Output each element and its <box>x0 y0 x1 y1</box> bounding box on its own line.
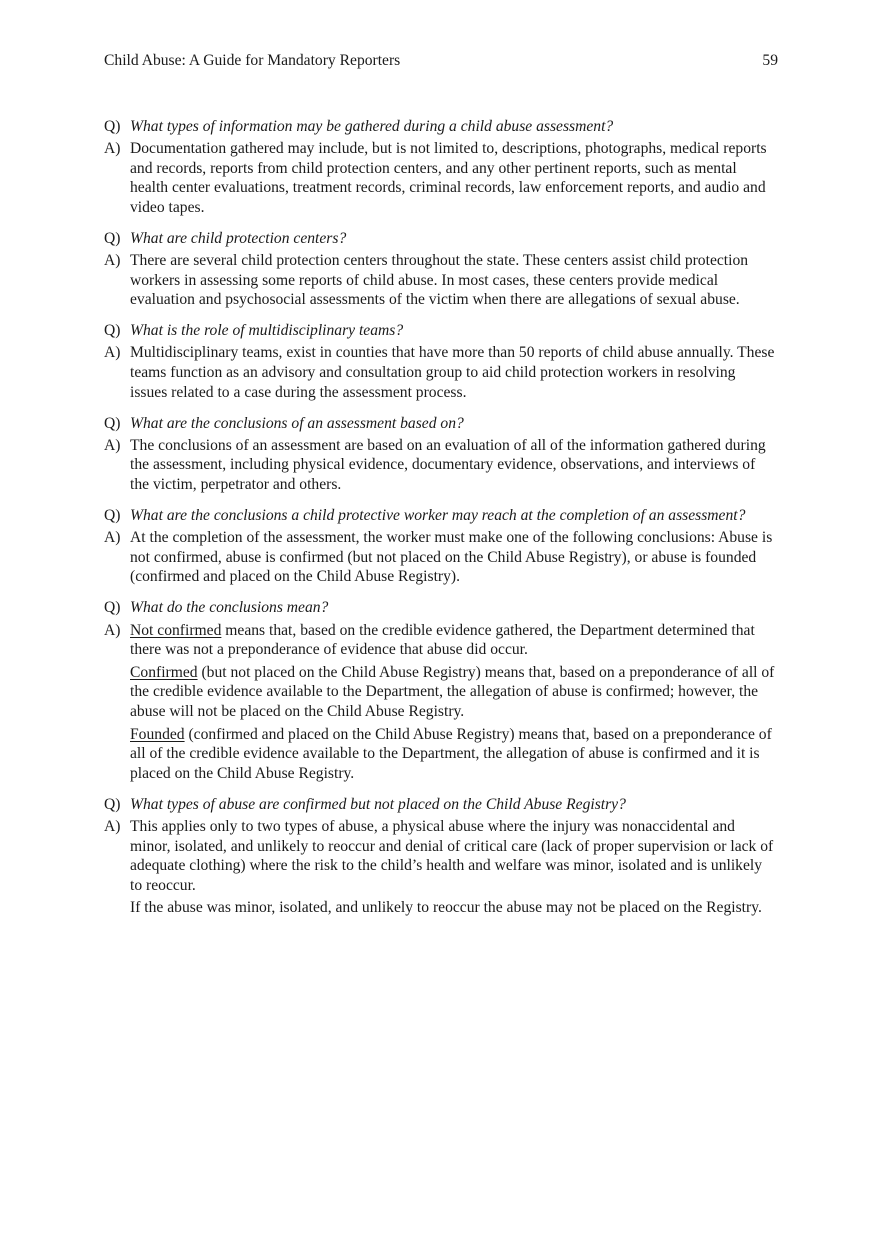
question-label: Q) <box>104 322 121 340</box>
answer-label: A) <box>104 252 121 270</box>
question-label: Q) <box>104 795 121 813</box>
qa-list <box>104 117 776 929</box>
paragraph-text: At the completion of the assessment, the worker must make one of the following conclusions: Abuse is not confirmed, abuse is confirmed (but not placed on the Child Abuse Registry), or abuse is founded (confirmed and placed on the Child Abuse Registry). <box>130 529 773 586</box>
paragraph-text: This applies only to two types of abuse, a physical abuse where the injury was nonaccidental and minor, isolated, and unlikely to reoccur and denial of critical care (lack of proper supervision or lack of adequate clothing) where the risk to the child’s health and welfare was minor, isolated and is unlikely to reoccur. <box>130 817 774 894</box>
question-label: Q) <box>104 599 121 617</box>
answer-paragraph <box>130 817 776 895</box>
paragraph-text: There are several child protection centers throughout the state. These centers assist child protection workers in assessing some reports of child abuse. In most cases, these centers provide medical evaluation and psychosocial assessments of the victim when there are allegations of sexual abuse. <box>130 252 749 309</box>
answer <box>104 343 776 402</box>
question <box>104 598 776 618</box>
answer <box>104 621 776 784</box>
question-text: What is the role of multidisciplinary teams? <box>130 322 404 340</box>
answer-paragraph <box>130 251 776 310</box>
answer-paragraph <box>130 621 776 660</box>
answer-paragraph <box>130 343 776 402</box>
answer-body <box>130 817 776 918</box>
question <box>104 117 776 137</box>
answer-label: A) <box>104 344 121 362</box>
answer-paragraph <box>130 663 776 722</box>
paragraph-text: The conclusions of an assessment are based on an evaluation of all of the information gathered during the assessment, including physical evidence, documentary evidence, observations, and interviews of the victim, perpetrator and others. <box>130 436 766 493</box>
qa-item <box>104 321 776 402</box>
question-text: What do the conclusions mean? <box>130 599 329 617</box>
question-text: What are child protection centers? <box>130 229 347 247</box>
question <box>104 506 776 526</box>
answer-label: A) <box>104 436 121 454</box>
answer-label: A) <box>104 140 121 158</box>
answer-body <box>130 528 776 587</box>
question-label: Q) <box>104 229 121 247</box>
answer <box>104 817 776 918</box>
answer-paragraph <box>130 139 776 217</box>
running-header <box>104 51 778 71</box>
paragraph-text: (but not placed on the Child Abuse Registry) means that, based on a preponderance of all of the credible evidence available to the Department, the allegation of abuse is confirmed; however, the abuse will not be placed on the Child Abuse Registry. <box>130 663 775 720</box>
answer <box>104 139 776 217</box>
question-text: What types of abuse are confirmed but not placed on the Child Abuse Registry? <box>130 795 626 813</box>
answer-paragraph <box>130 436 776 495</box>
question-text: What are the conclusions of an assessment based on? <box>130 414 464 432</box>
paragraph-text: (confirmed and placed on the Child Abuse Registry) means that, based on a preponderance of all of the credible evidence available to the Department, the allegation of abuse is confirmed and it is placed on the Child Abuse Registry. <box>130 725 772 782</box>
answer-body <box>130 251 776 310</box>
paragraph-text: means that, based on the credible evidence gathered, the Department determined that there was not a preponderance of evidence that abuse did occur. <box>130 621 755 659</box>
document-title: Child Abuse: A Guide for Mandatory Reporters <box>104 52 401 69</box>
paragraph-text: If the abuse was minor, isolated, and unlikely to reoccur the abuse may not be placed on the Registry. <box>130 899 762 917</box>
question-label: Q) <box>104 118 121 135</box>
answer-body <box>130 139 776 217</box>
answer-paragraph <box>130 898 776 918</box>
question-label: Q) <box>104 507 121 525</box>
answer-body <box>130 621 776 784</box>
answer <box>104 528 776 587</box>
question <box>104 321 776 341</box>
question <box>104 414 776 434</box>
question-label: Q) <box>104 414 121 432</box>
answer-body <box>130 436 776 495</box>
qa-item <box>104 117 776 217</box>
question-text: What are the conclusions a child protective worker may reach at the completion of an assessment? <box>130 507 746 525</box>
answer <box>104 436 776 495</box>
answer <box>104 251 776 310</box>
answer-label: A) <box>104 621 121 639</box>
question <box>104 795 776 815</box>
page-number: 59 <box>762 52 778 69</box>
qa-item <box>104 795 776 918</box>
defined-term: Founded <box>130 725 185 743</box>
answer-paragraph <box>130 725 776 784</box>
paragraph-text: Multidisciplinary teams, exist in counties that have more than 50 reports of child abuse annually. These teams function as an advisory and consultation group to aid child protection workers in resolving issues related to a case during the assessment process. <box>130 344 775 401</box>
question-text: What types of information may be gathered during a child abuse assessment? <box>130 118 614 135</box>
qa-item <box>104 414 776 495</box>
defined-term: Confirmed <box>130 663 198 681</box>
defined-term: Not confirmed <box>130 621 222 639</box>
qa-item <box>104 506 776 587</box>
answer-label: A) <box>104 817 121 835</box>
qa-item <box>104 229 776 310</box>
answer-paragraph <box>130 528 776 587</box>
answer-body <box>130 343 776 402</box>
question <box>104 229 776 249</box>
answer-label: A) <box>104 529 121 547</box>
paragraph-text: Documentation gathered may include, but is not limited to, descriptions, photographs, medical reports and records, reports from child protection centers, and any other pertinent reports, such as mental health center evaluations, treatment records, criminal records, law enforcement reports, and audio and video tapes. <box>130 140 767 216</box>
qa-item <box>104 598 776 783</box>
